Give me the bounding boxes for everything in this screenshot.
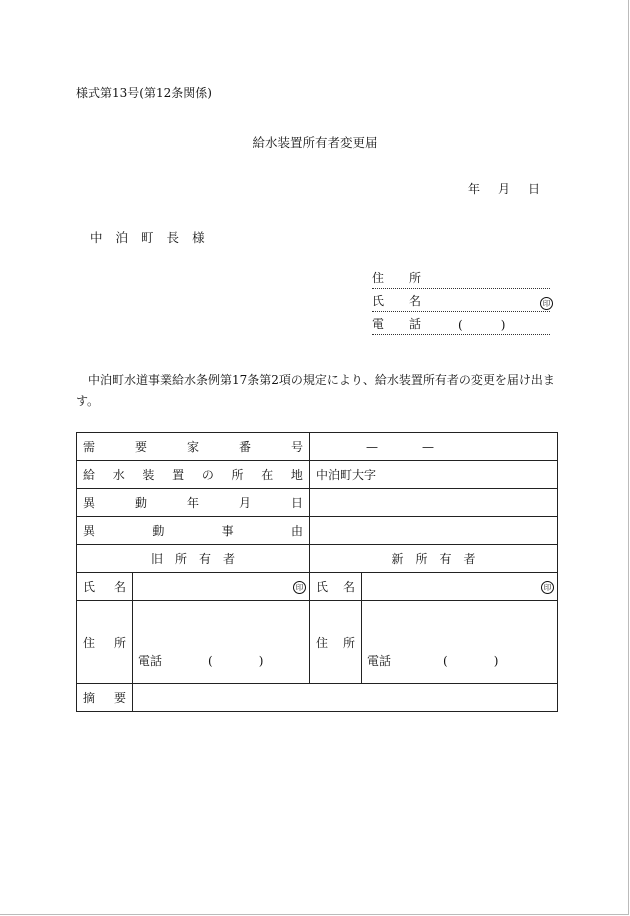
- new-owner-phone: 電話 ( ): [367, 654, 499, 668]
- applicant-address-field[interactable]: [372, 270, 550, 289]
- owner-name-row: [77, 573, 558, 601]
- change-form-table: [76, 432, 558, 712]
- seal-icon: 印: [540, 297, 553, 310]
- change-reason-row: [77, 517, 558, 545]
- location-label: 給 水 装 置 の 所 在 地: [77, 461, 310, 489]
- new-owner-name-input[interactable]: [362, 573, 558, 601]
- applicant-address-label: 住 所: [372, 271, 422, 285]
- old-owner-name-input[interactable]: [133, 573, 310, 601]
- location-row: [77, 461, 558, 489]
- change-reason-label: 異 動 事 由: [77, 517, 310, 545]
- change-date-label: 異 動 年 月 日: [77, 489, 310, 517]
- old-owner-address-input[interactable]: [133, 601, 310, 684]
- day-label: 日: [528, 182, 541, 196]
- customer-number-label: 需 要 家 番 号: [77, 433, 310, 461]
- month-label: 月: [498, 182, 511, 196]
- customer-number-row: [77, 433, 558, 461]
- owner-address-row: [77, 601, 558, 684]
- date-line: [468, 180, 540, 197]
- body-text: 中泊町水道事業給水条例第17条第2項の規定により、給水装置所有者の変更を届け出ます。: [76, 373, 555, 408]
- location-input[interactable]: 中泊町大字: [310, 461, 558, 489]
- addressee: 中 泊 町 長 様: [90, 230, 205, 245]
- change-reason-input[interactable]: [310, 517, 558, 545]
- old-owner-address-label: 住 所: [77, 601, 133, 684]
- year-label: 年: [468, 182, 481, 196]
- new-owner-heading: 新 所 有 者: [310, 545, 558, 573]
- new-owner-address-input[interactable]: [362, 601, 558, 684]
- seal-icon: 印: [293, 581, 306, 594]
- remarks-label: 摘 要: [77, 684, 133, 712]
- old-owner-phone: 電話 ( ): [138, 654, 264, 668]
- customer-number-input[interactable]: — —: [310, 433, 558, 461]
- old-owner-name-label: 氏 名: [77, 573, 133, 601]
- change-date-row: [77, 489, 558, 517]
- new-owner-name-label: 氏 名: [310, 573, 362, 601]
- remarks-row: [77, 684, 558, 712]
- owner-heading-row: [77, 545, 558, 573]
- seal-icon: 印: [541, 581, 554, 594]
- document-title: 給水装置所有者変更届: [252, 135, 378, 150]
- new-owner-address-label: 住 所: [310, 601, 362, 684]
- form-number: 様式第13号(第12条関係): [76, 86, 212, 100]
- applicant-phone-label: 電 話: [372, 317, 422, 331]
- old-owner-heading: 旧 所 有 者: [77, 545, 310, 573]
- applicant-phone-field[interactable]: 電 話 ( ): [372, 316, 550, 335]
- applicant-name-field[interactable]: [372, 293, 550, 312]
- remarks-input[interactable]: [133, 684, 558, 712]
- applicant-name-label: 氏 名: [372, 294, 422, 308]
- change-date-input[interactable]: [310, 489, 558, 517]
